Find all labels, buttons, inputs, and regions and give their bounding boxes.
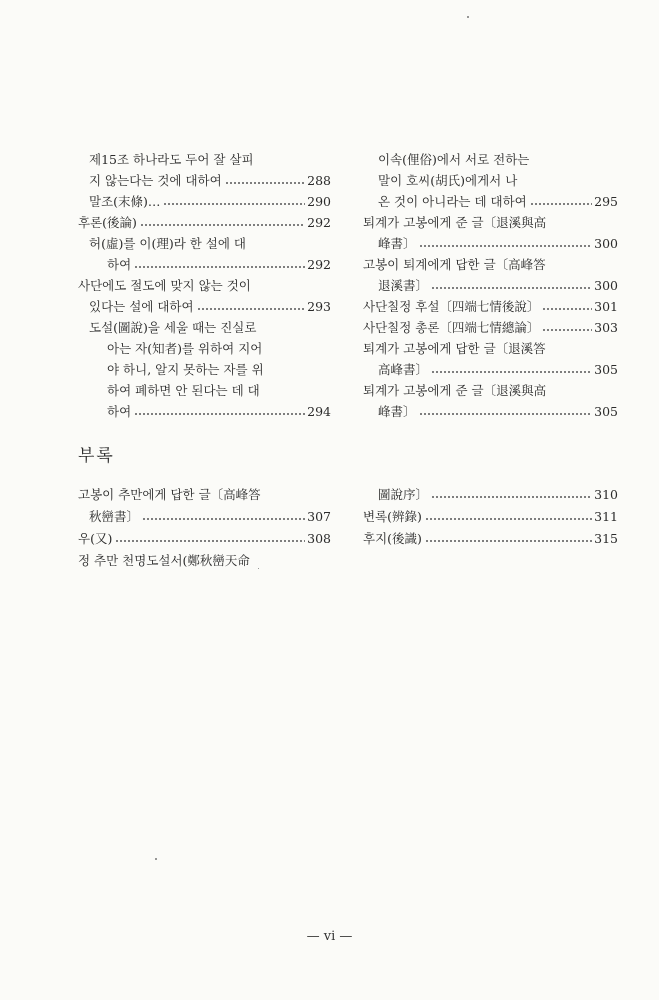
toc-entry-page: 305 [594, 404, 618, 419]
leader-dots [431, 371, 592, 373]
toc-entry [107, 359, 331, 381]
toc-entry-page: 303 [594, 320, 618, 335]
toc-entry-page: 310 [594, 487, 618, 502]
toc-entry-page: 315 [594, 531, 618, 546]
toc-entry-title: 도설(圖說)을 세울 때는 진실로 [89, 320, 257, 335]
toc-entry-title: 峰書〕 [378, 236, 416, 251]
toc-entry [78, 212, 331, 234]
toc-entry [78, 550, 331, 572]
appendix-heading: 부록 [78, 446, 115, 466]
toc-entry [107, 401, 331, 423]
leader-dots [225, 182, 305, 184]
toc-entry-page: 292 [307, 215, 331, 230]
leader-dots [431, 287, 592, 289]
leader-dots [142, 518, 305, 520]
toc-entry [89, 233, 331, 255]
leader-dots [425, 518, 592, 520]
toc-entry-page: 295 [594, 194, 618, 209]
toc-entry-title: 퇴계가 고봉에게 준 글〔退溪與高 [363, 383, 547, 398]
toc-entry-page: 307 [307, 509, 331, 524]
toc-entry [107, 254, 331, 276]
toc-entry-title: 高峰書〕 [378, 362, 429, 377]
toc-entry [363, 212, 618, 234]
toc-entry-title: 하여 [107, 257, 132, 272]
toc-entry-title: 고봉이 퇴계에게 답한 글〔高峰答 [363, 257, 546, 272]
toc-entry-title: 秋巒書〕 [89, 509, 140, 524]
toc-entry [363, 317, 618, 339]
toc-entry-page: 290 [307, 194, 331, 209]
leader-dots [425, 540, 592, 542]
toc-entry-page: 301 [594, 299, 618, 314]
leader-dots [542, 308, 592, 310]
toc-entry-page: 300 [594, 278, 618, 293]
toc-entry-page: 294 [307, 404, 331, 419]
toc-entry-page: 311 [594, 509, 618, 524]
toc-entry [378, 401, 618, 423]
toc-entry-title: 아는 자(知者)를 위하여 지어 [107, 341, 263, 356]
toc-entry [78, 275, 331, 297]
toc-entry-title: 있다는 설에 대하여 [89, 299, 194, 314]
toc-entry-title: 퇴계가 고봉에게 답한 글〔退溪答 [363, 341, 546, 356]
toc-entry [363, 528, 618, 550]
toc-entry-title: 고봉이 추만에게 답한 글〔高峰答 [78, 487, 261, 502]
toc-entry-title: 사단에도 절도에 맞지 않는 것이 [78, 278, 251, 293]
leader-dots [419, 245, 593, 247]
toc-entry [363, 338, 618, 360]
toc-entry-title: 이속(俚俗)에서 서로 전하는 [378, 152, 530, 167]
toc-entry-page: 308 [307, 531, 331, 546]
toc-entry-title: 후지(後識) [363, 531, 422, 546]
leader-dots [140, 224, 305, 226]
leader-dots [163, 203, 305, 205]
toc-entry-page: 293 [307, 299, 331, 314]
toc-entry-page: 300 [594, 236, 618, 251]
leader-dots [134, 413, 305, 415]
toc-entry [363, 380, 618, 402]
toc-entry-title: 말이 호씨(胡氏)에게서 나 [378, 173, 518, 188]
toc-entry [89, 296, 331, 318]
toc-entry [89, 506, 331, 528]
toc-entry [363, 506, 618, 528]
toc-entry-title: 변록(辨錄) [363, 509, 422, 524]
toc-entry-title: 정 추만 천명도설서(鄭秋巒天命 [78, 553, 250, 568]
toc-entry [363, 254, 618, 276]
print-speck [155, 858, 157, 860]
toc-entry [89, 149, 331, 171]
toc-entry [378, 275, 618, 297]
print-speck [467, 16, 469, 18]
toc-entry [107, 380, 331, 402]
toc-entry-page: 305 [594, 362, 618, 377]
toc-entry [378, 170, 618, 192]
toc-entry-title: 退溪書〕 [378, 278, 429, 293]
leader-dots [542, 329, 592, 331]
toc-entry-title: 야 하니, 알지 못하는 자를 위 [107, 362, 264, 377]
toc-entry-title: 말조(末條)… [89, 194, 161, 209]
toc-entry-title: 하여 폐하면 안 된다는 데 대 [107, 383, 260, 398]
toc-entry [107, 338, 331, 360]
toc-entry-title: 우(又) [78, 531, 113, 546]
toc-entry [378, 359, 618, 381]
toc-entry-title: 지 않는다는 것에 대하여 [89, 173, 222, 188]
toc-entry [378, 149, 618, 171]
toc-entry-title: 사단칠정 총론〔四端七情總論〕 [363, 320, 540, 335]
leader-dots [115, 540, 305, 542]
toc-entry [89, 170, 331, 192]
toc-entry [378, 484, 618, 506]
toc-entry-page: 288 [307, 173, 331, 188]
toc-entry-title: 온 것이 아니라는 데 대하여 [378, 194, 527, 209]
leader-dots [419, 413, 593, 415]
leader-dots [197, 308, 306, 310]
toc-entry-title: 퇴계가 고봉에게 준 글〔退溪與高 [363, 215, 547, 230]
toc-entry-title: 하여 [107, 404, 132, 419]
page-number: — vi — [306, 929, 353, 944]
leader-dots [134, 266, 305, 268]
toc-entry [363, 296, 618, 318]
leader-dots [431, 496, 592, 498]
toc-entry [378, 191, 618, 213]
toc-entry [78, 484, 331, 506]
toc-entry [378, 233, 618, 255]
toc-entry [89, 191, 331, 213]
leader-dots [530, 203, 592, 205]
toc-entry-title: 사단칠정 후설〔四端七情後說〕 [363, 299, 540, 314]
toc-entry-page: 292 [307, 257, 331, 272]
toc-entry [78, 528, 331, 550]
toc-entry-title: 제15조 하나라도 두어 잘 살피 [89, 152, 254, 167]
toc-entry-title: 圖說序〕 [378, 487, 429, 502]
toc-entry [89, 317, 331, 339]
toc-entry-title: 후론(後論) [78, 215, 137, 230]
toc-entry-title: 허(虛)를 이(理)라 한 설에 대 [89, 236, 247, 251]
print-speck [258, 568, 259, 569]
toc-entry-title: 峰書〕 [378, 404, 416, 419]
